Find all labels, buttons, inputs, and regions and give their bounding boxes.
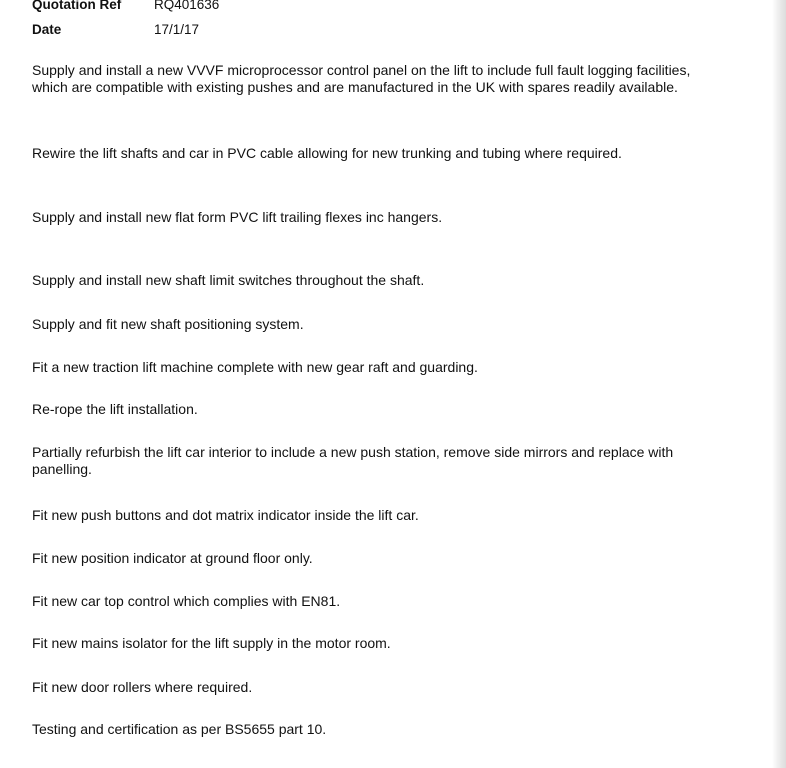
item-paragraph: Re-rope the lift installation. [32, 401, 198, 417]
quotation-ref-label: Quotation Ref [32, 0, 122, 12]
date-label: Date [32, 22, 62, 37]
item-paragraph: Supply and install new shaft limit switches throughout the shaft. [32, 272, 425, 288]
date-row [32, 22, 199, 38]
item-paragraph: Rewire the lift shafts and car in PVC cable allowing for new trunking and tubing where required. [32, 145, 622, 161]
item-paragraph: Fit a new traction lift machine complete with new gear raft and guarding. [32, 359, 478, 375]
item-paragraph: Partially refurbish the lift car interior to include a new push station, remove side mirrors and replace with panelling. [32, 444, 674, 477]
page-edge-shadow [772, 0, 786, 768]
item-paragraph: Testing and certification as per BS5655 part 10. [32, 721, 327, 737]
quotation-ref-row [32, 0, 219, 13]
item-paragraph: Supply and install new flat form PVC lift trailing flexes inc hangers. [32, 209, 443, 225]
item-paragraph: Fit new door rollers where required. [32, 679, 253, 695]
date-value: 17/1/17 [154, 22, 200, 37]
item-paragraph: Fit new mains isolator for the lift supply in the motor room. [32, 635, 391, 651]
item-paragraph: Fit new push buttons and dot matrix indicator inside the lift car. [32, 507, 419, 523]
item-paragraph: Supply and fit new shaft positioning system. [32, 316, 304, 332]
quotation-ref-value: RQ401636 [154, 0, 220, 12]
item-paragraph: Fit new car top control which complies with EN81. [32, 593, 341, 609]
item-paragraph: Fit new position indicator at ground floor only. [32, 550, 313, 566]
item-paragraph: Supply and install a new VVVF microprocessor control panel on the lift to include full fault logging facilities, which are compatible with existing pushes and are manufactured in the UK with spares readily available. [32, 62, 691, 95]
